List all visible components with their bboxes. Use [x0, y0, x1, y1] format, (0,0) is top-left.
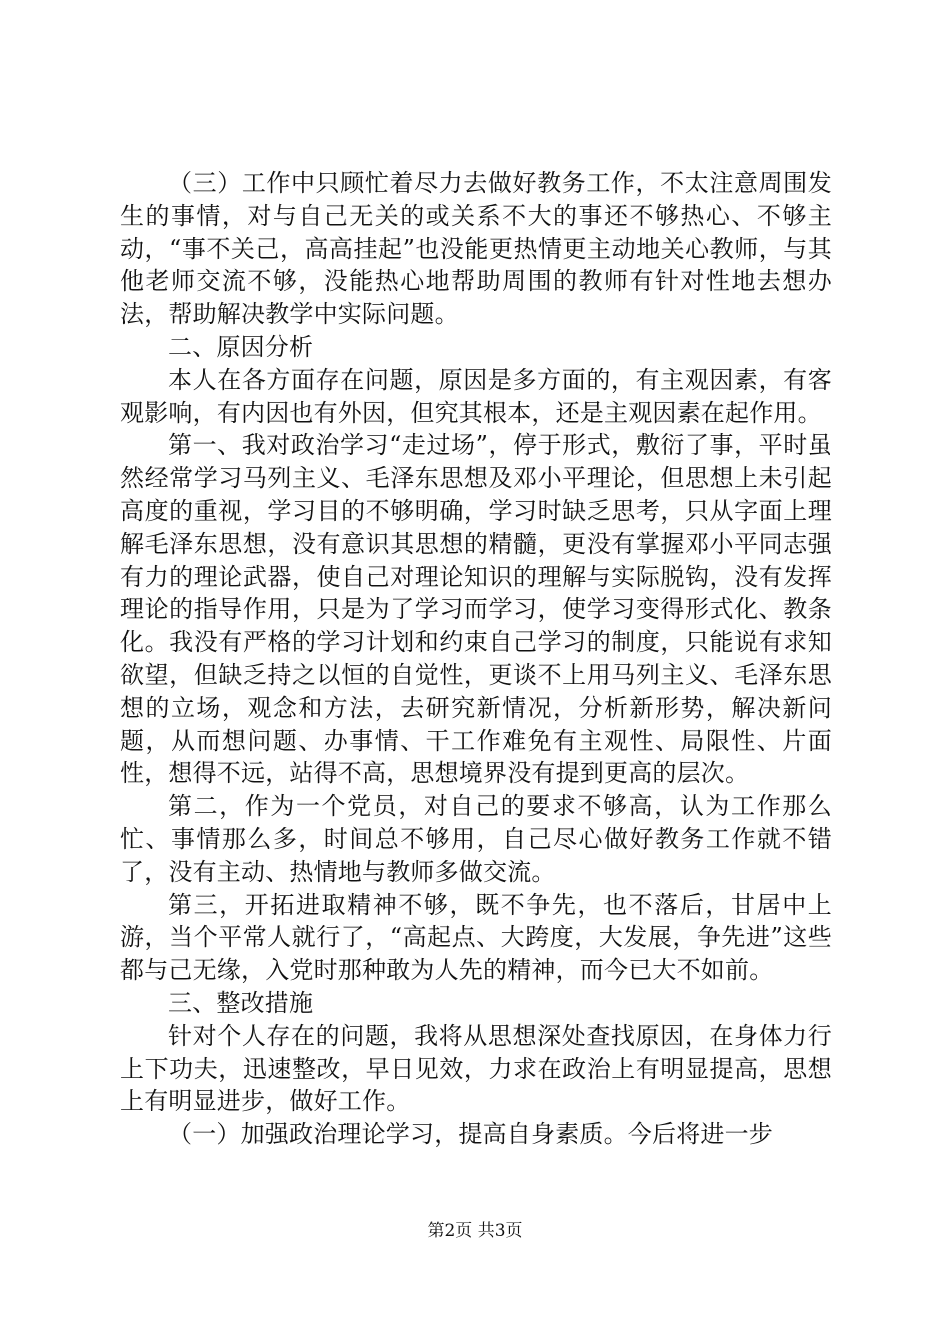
paragraph-rectification-item-one: （一）加强政治理论学习，提高自身素质。今后将进一步: [168, 1120, 773, 1149]
page-number-footer: 第2页 共3页: [427, 1221, 523, 1241]
paragraph-cause-second: 第二，作为一个党员，对自己的要求不够高，认为工作那么忙、事情那么多，时间总不够用，自己尽心做好教务工作就不错了，没有主动、热情地与教师多做交流。: [120, 792, 832, 886]
paragraph-rectification-intro: 针对个人存在的问题，我将从思想深处查找原因，在身体力行上下功夫，迅速整改，早日见效，力求在政治上有明显提高，思想上有明显进步，做好工作。: [120, 1021, 832, 1116]
heading-cause-analysis: 二、原因分析: [168, 332, 314, 361]
paragraph-cause-third: 第三，开拓进取精神不够，既不争先，也不落后，甘居中上游，当个平常人就行了，“高起点、大跨度，大发展，争先进”这些都与己无缘，入党时那种敢为人先的精神，而今已大不如前。: [120, 890, 832, 985]
paragraph-section-three-item-three: （三）工作中只顾忙着尽力去做好教务工作，不太注意周围发生的事情，对与自己无关的或关系不大的事还不够热心、不够主动，“事不关己，高高挂起”也没能更热情更主动地关心教师，与其他老师交流不够，没能热心地帮助周围的教师有针对性地去想办法，帮助解决教学中实际问题。: [120, 169, 832, 329]
paragraph-cause-first: 第一、我对政治学习“走过场”，停于形式，敷衍了事，平时虽然经常学习马列主义、毛泽东思想及邓小平理论，但思想上未引起高度的重视，学习目的不够明确，学习时缺乏思考，只从字面上理解毛泽东思想，没有意识其思想的精髓，更没有掌握邓小平同志强有力的理论武器，使自己对理论知识的理解与实际脱钩，没有发挥理论的指导作用，只是为了学习而学习，使学习变得形式化、教条化。我没有严格的学习计划和约束自己学习的制度，只能说有求知欲望，但缺乏持之以恒的自觉性，更谈不上用马列主义、毛泽东思想的立场，观念和方法，去研究新情况，分析新形势，解决新问题，从而想问题、办事情、干工作难免有主观性、局限性、片面性，想得不远，站得不高，思想境界没有提到更高的层次。: [120, 431, 832, 788]
heading-rectification-measures: 三、整改措施: [168, 988, 314, 1017]
document-body: [120, 167, 832, 1151]
paragraph-cause-intro: 本人在各方面存在问题，原因是多方面的，有主观因素，有客观影响，有内因也有外因，但究其根本，还是主观因素在起作用。: [120, 365, 832, 427]
